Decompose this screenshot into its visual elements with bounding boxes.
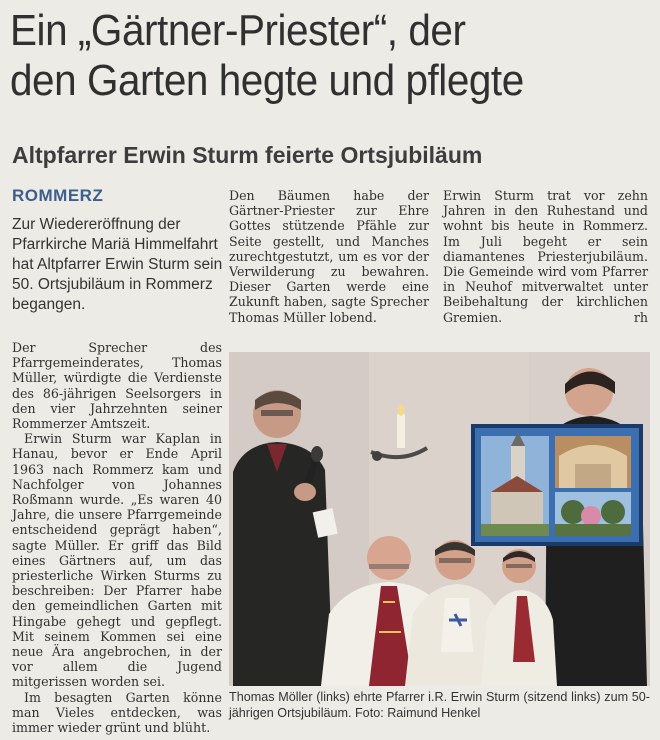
body-paragraph <box>443 188 648 325</box>
headline-line-1: Ein „Gärtner-Priester“, der <box>10 6 466 55</box>
photo-illustration <box>229 352 650 686</box>
headline <box>10 6 599 106</box>
body-paragraph: Den Bäumen habe der Gärtner-Priester zur Ehre Gottes stützende Pfähle zur Seite gestellt, und Manches zurechtgestutzt, um es vor der Verwilderung zu bewahren. Dieser Garten werde eine Zukunft haben, sagte Sprecher Thomas Müller lobend. <box>229 188 429 325</box>
body-column-left <box>12 340 222 735</box>
body-paragraph-2: Erwin Sturm war Kaplan in Hanau, bevor er Ende April 1963 nach Rommerz kam und Nachfolger von Johannes Roßmann wurde. „Es waren 40 Jahre, die unsere Pfarrgemeinde entscheidend geprägt haben“, sagte Müller. Er griff das Bild eines Gärtners auf, um das priesterliche Wirken Sturms zu beschreiben: Der Pfarrer habe den gemeindlichen Garten mit Hingabe gehegt und gepflegt. Mit seinem Kommen sei eine neue Ära angebrochen, in der vor allem die Jugend mitgerissen worden sei. <box>12 431 222 690</box>
body-text: Erwin Sturm trat vor zehn Jahren in den Ruhestand und wohnt bis heute in Rommerz. Im Juli begeht er sein diamantenes Priesterjubiläum. Die Gemeinde wird vom Pfarrer in Neuhof mitverwaltet unter Beibehaltung der kirchlichen Gremien. <box>443 188 648 325</box>
photo-caption: Thomas Möller (links) ehrte Pfarrer i.R. Erwin Sturm (sitzend links) zum 50-jährigen Ortsjubiläum. Foto: Raimund Henkel <box>229 690 650 720</box>
lead-paragraph: Zur Wiedereröffnung der Pfarrkirche Mariä Himmelfahrt hat Altpfarrer Erwin Sturm sein 50. Ortsjubiläum in Rommerz begangen. <box>12 216 223 313</box>
article-photo <box>229 352 650 686</box>
subheadline: Altpfarrer Erwin Sturm feierte Ortsjubiläum <box>12 142 483 168</box>
body-column-top-right <box>443 188 648 325</box>
body-paragraph-3: Im besagten Garten könne man Vieles entdecken, was immer wieder grünt und blüht. <box>12 689 222 736</box>
body-column-top-middle <box>229 188 429 325</box>
author-signature: rh <box>633 309 648 325</box>
body-paragraph-1: Der Sprecher des Pfarrgemeinderates, Thomas Müller, würdigte die Verdienste des 86-jährigen Seelsorgers in den vier Jahrzehnten seiner Rommerzer Amtszeit. <box>12 340 222 432</box>
dateline: ROMMERZ <box>12 186 104 205</box>
headline-line-2: den Garten hegte und pflegte <box>10 56 524 105</box>
